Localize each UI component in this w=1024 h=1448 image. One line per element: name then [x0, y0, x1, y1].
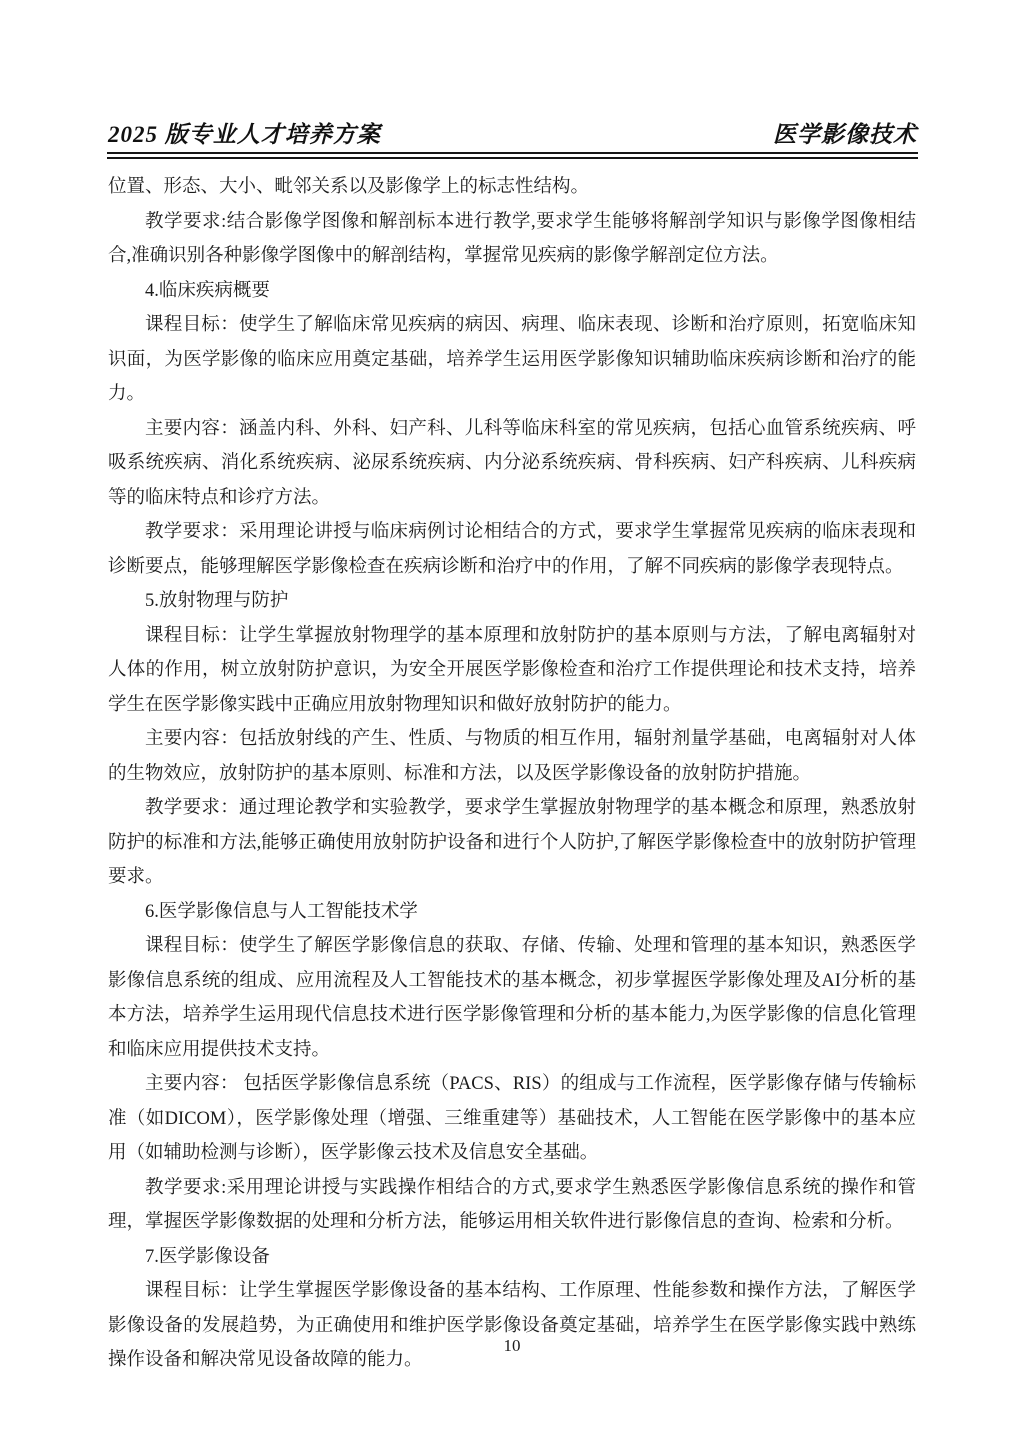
paragraph: 主要内容：包括放射线的产生、性质、与物质的相互作用，辐射剂量学基础，电离辐射对人体的生物效应，放射防护的基本原则、标准和方法，以及医学影像设备的放射防护措施。: [108, 729, 916, 784]
section-heading: 5.放射物理与防护: [145, 591, 289, 611]
paragraph: 教学要求:结合影像学图像和解剖标本进行教学,要求学生能够将解剖学知识与影像学图像相结合,准确识别各种影像学图像中的解剖结构，掌握常见疾病的影像学解剖定位方法。: [108, 211, 916, 266]
page-number: 10: [503, 1336, 521, 1355]
document-body: [108, 170, 916, 1378]
paragraph: 课程目标：使学生了解临床常见疾病的病因、病理、临床表现、诊断和治疗原则，拓宽临床知识面，为医学影像的临床应用奠定基础，培养学生运用医学影像知识辅助临床疾病诊断和治疗的能力。: [108, 315, 916, 404]
paragraph-continuation: 位置、形态、大小、毗邻关系以及影像学上的标志性结构。: [108, 177, 590, 197]
header-right-title: 医学影像技术: [773, 122, 917, 148]
section-heading: 4.临床疾病概要: [145, 280, 270, 301]
header-left-title: 2025 版专业人才培养方案: [108, 122, 381, 148]
page-header: [108, 116, 917, 150]
page-footer: [0, 1336, 1024, 1356]
section-heading: 7.医学影像设备: [145, 1246, 270, 1267]
section-heading: 6.医学影像信息与人工智能技术学: [145, 901, 418, 922]
paragraph: 主要内容：涵盖内科、外科、妇产科、儿科等临床科室的常见疾病，包括心血管系统疾病、呼吸系统疾病、消化系统疾病、泌尿系统疾病、内分泌系统疾病、骨科疾病、妇产科疾病、儿科疾病等的临床特点和诊疗方法。: [108, 418, 916, 508]
paragraph: 课程目标：让学生掌握放射物理学的基本原理和放射防护的基本原则与方法，了解电离辐射对人体的作用，树立放射防护意识，为安全开展医学影像检查和治疗工作提供理论和技术支持，培养学生在医学影像实践中正确应用放射物理知识和做好放射防护的能力。: [108, 625, 916, 715]
paragraph: 课程目标：让学生掌握医学影像设备的基本结构、工作原理、性能参数和操作方法，了解医学影像设备的发展趋势，为正确使用和维护医学影像设备奠定基础，培养学生在医学影像实践中熟练操作设备和解决常见设备故障的能力。: [108, 1281, 916, 1370]
paragraph: 教学要求：采用理论讲授与临床病例讨论相结合的方式，要求学生掌握常见疾病的临床表现和诊断要点，能够理解医学影像检查在疾病诊断和治疗中的作用，了解不同疾病的影像学表现特点。: [108, 522, 916, 577]
paragraph: 主要内容： 包括医学影像信息系统（PACS、RIS）的组成与工作流程，医学影像存储与传输标准（如DICOM），医学影像处理（增强、三维重建等）基础技术，人工智能在医学影像中的基本应用（如辅助检测与诊断），医学影像云技术及信息安全基础。: [108, 1074, 916, 1163]
paragraph: 教学要求：通过理论教学和实验教学，要求学生掌握放射物理学的基本概念和原理，熟悉放射防护的标准和方法,能够正确使用放射防护设备和进行个人防护,了解医学影像检查中的放射防护管理要求。: [108, 798, 916, 887]
paragraph: 教学要求:采用理论讲授与实践操作相结合的方式,要求学生熟悉医学影像信息系统的操作和管理，掌握医学影像数据的处理和分析方法，能够运用相关软件进行影像信息的查询、检索和分析。: [108, 1177, 916, 1232]
paragraph: 课程目标：使学生了解医学影像信息的获取、存储、传输、处理和管理的基本知识，熟悉医学影像信息系统的组成、应用流程及人工智能技术的基本概念，初步掌握医学影像处理及AI分析的基本方法，培养学生运用现代信息技术进行医学影像管理和分析的基本能力,为医学影像的信息化管理和临床应用提供技术支持。: [108, 936, 916, 1060]
header-double-rule: [107, 152, 918, 159]
